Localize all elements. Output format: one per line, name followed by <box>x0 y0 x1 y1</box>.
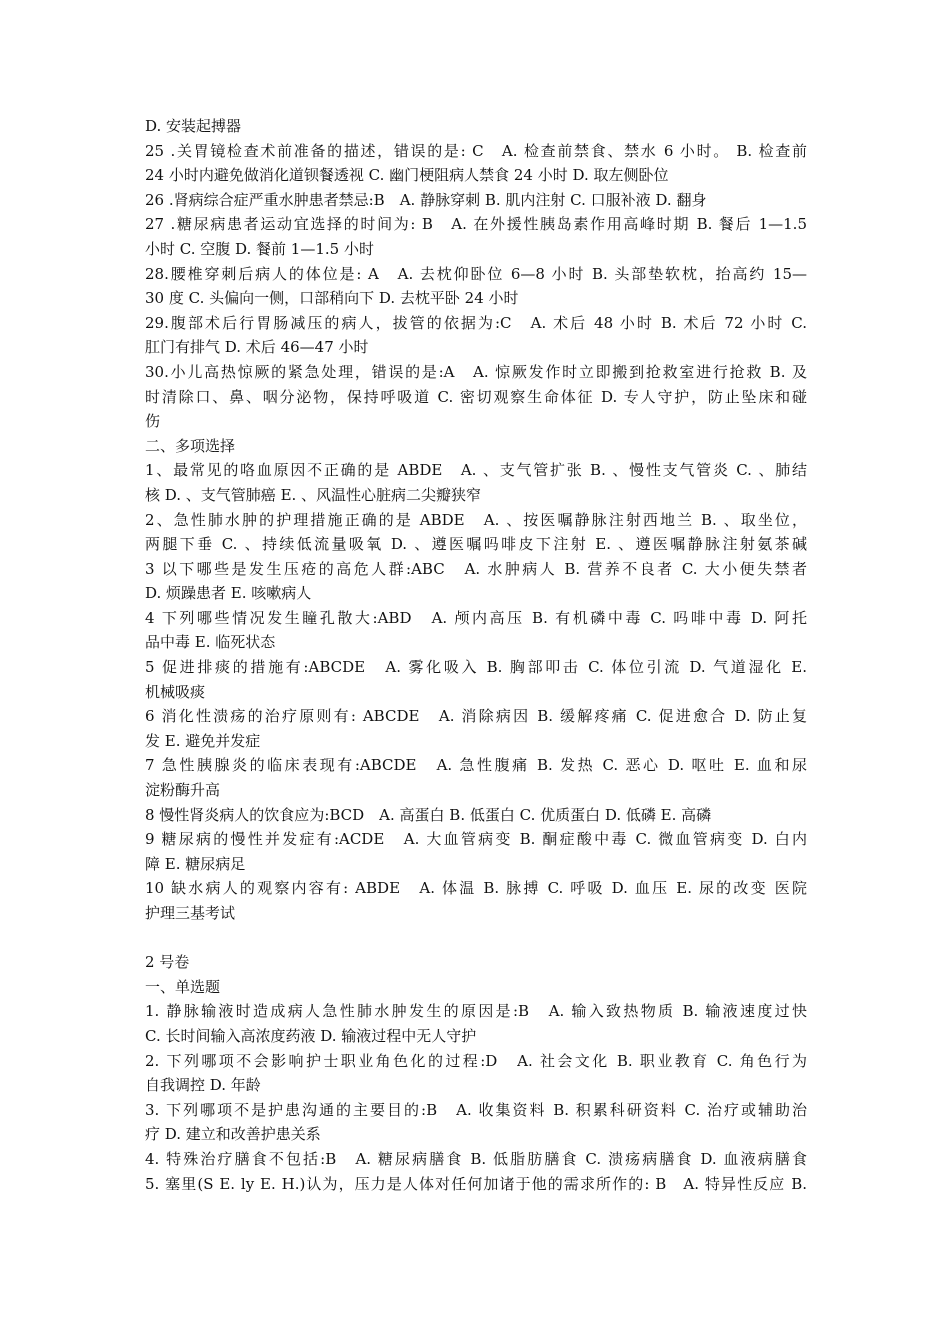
text-line: 淀粉酶升高 <box>145 781 221 800</box>
text-line: 障 E. 糖尿病足 <box>145 854 246 873</box>
text-line: 小时 C. 空腹 D. 餐前 1—1.5 小时 <box>145 239 374 258</box>
text-line: 30.小儿高热惊厥的紧急处理，错误的是:A A. 惊厥发作时立即搬到抢救室进行抢救 B. 及 <box>145 362 807 381</box>
text-line: 10 缺水病人的观察内容有: ABDE A. 体温 B. 脉搏 C. 呼吸 D. 血压 E. 尿的改变 医院 <box>145 879 807 898</box>
text-line: 护理三基考试 <box>145 904 236 922</box>
text-line: 24 小时内避免做消化道钡餐透视 C. 幽门梗阻病人禁食 24 小时 D. 取左侧卧位 <box>145 166 669 185</box>
text-line: 28.腰椎穿刺后病人的体位是: A A. 去枕仰卧位 6—8 小时 B. 头部垫软枕，抬高约 15— <box>145 264 807 283</box>
text-line: 27 .糖尿病患者运动宜选择的时间为: B A. 在外援性胰岛素作用高峰时期 B. 餐后 1—1.5 <box>145 215 807 234</box>
text-line: 疗 D. 建立和改善护患关系 <box>145 1125 321 1144</box>
text-line: 6 消化性溃疡的治疗原则有: ABCDE A. 消除病因 B. 缓解疼痛 C. 促进愈合 D. 防止复 <box>145 707 807 726</box>
text-line: 5. 塞里(S E. ly E. H.)认为，压力是人体对任何加诸于他的需求所作的: B A. 特异性反应 B. <box>145 1174 807 1193</box>
text-line: 3. 下列哪项不是护患沟通的主要目的:B A. 收集资料 B. 积累科研资料 C. 治疗或辅助治 <box>145 1100 807 1119</box>
text-line: 30 度 C. 头偏向一侧，口部稍向下 D. 去枕平卧 24 小时 <box>145 289 519 308</box>
text-line: 2、急性肺水肿的护理措施正确的是 ABDE A. 、按医嘱静脉注射西地兰 B. 、取坐位， <box>145 510 807 529</box>
text-line: 自我调控 D. 年龄 <box>145 1076 261 1095</box>
text-line: 发 E. 避免并发症 <box>145 731 261 750</box>
text-line: 3 以下哪些是发生压疮的高危人群:ABC A. 水肿病人 B. 营养不良者 C. 大小便失禁者 <box>145 559 807 578</box>
text-line: 二、多项选择 <box>145 436 236 455</box>
text-line: 4 下列哪些情况发生瞳孔散大:ABD A. 颅内高压 B. 有机磷中毒 C. 吗啡中毒 D. 阿托 <box>145 608 807 627</box>
text-line: 时清除口、鼻、咽分泌物，保持呼吸道 C. 密切观察生命体征 D. 专人守护，防止坠床和碰 <box>145 387 807 406</box>
text-line: 26 .肾病综合症严重水肿患者禁忌:B A. 静脉穿刺 B. 肌内注射 C. 口服补液 D. 翻身 <box>145 190 707 209</box>
text-line: D. 安装起搏器 <box>145 117 242 135</box>
text-line: 9 糖尿病的慢性并发症有:ACDE A. 大血管病变 B. 酮症酸中毒 C. 微血管病变 D. 白内 <box>145 830 807 849</box>
document-page <box>145 114 807 1196</box>
text-line: 品中毒 E. 临死状态 <box>145 633 276 652</box>
text-line: 2 号卷 <box>145 953 190 972</box>
text-line: 1. 静脉输液时造成病人急性肺水肿发生的原因是:B A. 输入致热物质 B. 输液速度过快 <box>145 1002 807 1021</box>
text-line: 29.腹部术后行胃肠减压的病人，拔管的依据为:C A. 术后 48 小时 B. 术后 72 小时 C. <box>145 313 807 332</box>
blank-line <box>145 926 807 951</box>
text-line: 8 慢性肾炎病人的饮食应为:BCD A. 高蛋白 B. 低蛋白 C. 优质蛋白 D. 低磷 E. 高磷 <box>145 805 712 824</box>
text-line: 一、单选题 <box>145 977 221 996</box>
text-line: 5 促进排痰的措施有:ABCDE A. 雾化吸入 B. 胸部叩击 C. 体位引流 D. 气道湿化 E. <box>145 658 807 677</box>
text-line: D. 烦躁患者 E. 咳嗽病人 <box>145 584 312 603</box>
text-line: 肛门有排气 D. 术后 46—47 小时 <box>145 338 369 357</box>
text-line: 25 .关胃镜检查术前准备的描述，错误的是: C A. 检查前禁食、禁水 6 小时。 B. 检查前 <box>145 141 807 160</box>
text-line: 机械吸痰 <box>145 682 206 701</box>
text-line: 核 D. 、支气管肺癌 E. 、风温性心脏病二尖瓣狭窄 <box>145 485 482 504</box>
text-line: C. 长时间输入高浓度药液 D. 输液过程中无人守护 <box>145 1026 477 1045</box>
text-line: 1、最常见的咯血原因不正确的是 ABDE A. 、支气管扩张 B. 、慢性支气管炎 C. 、肺结 <box>145 461 807 480</box>
text-line: 7 急性胰腺炎的临床表现有:ABCDE A. 急性腹痛 B. 发热 C. 恶心 D. 呕吐 E. 血和尿 <box>145 756 807 775</box>
text-line: 两腿下垂 C. 、持续低流量吸氧 D. 、遵医嘱吗啡皮下注射 E. 、遵医嘱静脉注射氨茶碱 <box>145 535 807 554</box>
text-line: 伤 <box>145 412 161 431</box>
text-line: 2. 下列哪项不会影响护士职业角色化的过程:D A. 社会文化 B. 职业教育 C. 角色行为 <box>145 1051 807 1070</box>
text-line: 4. 特殊治疗膳食不包括:B A. 糖尿病膳食 B. 低脂肪膳食 C. 溃疡病膳食 D. 血液病膳食 <box>145 1149 807 1168</box>
